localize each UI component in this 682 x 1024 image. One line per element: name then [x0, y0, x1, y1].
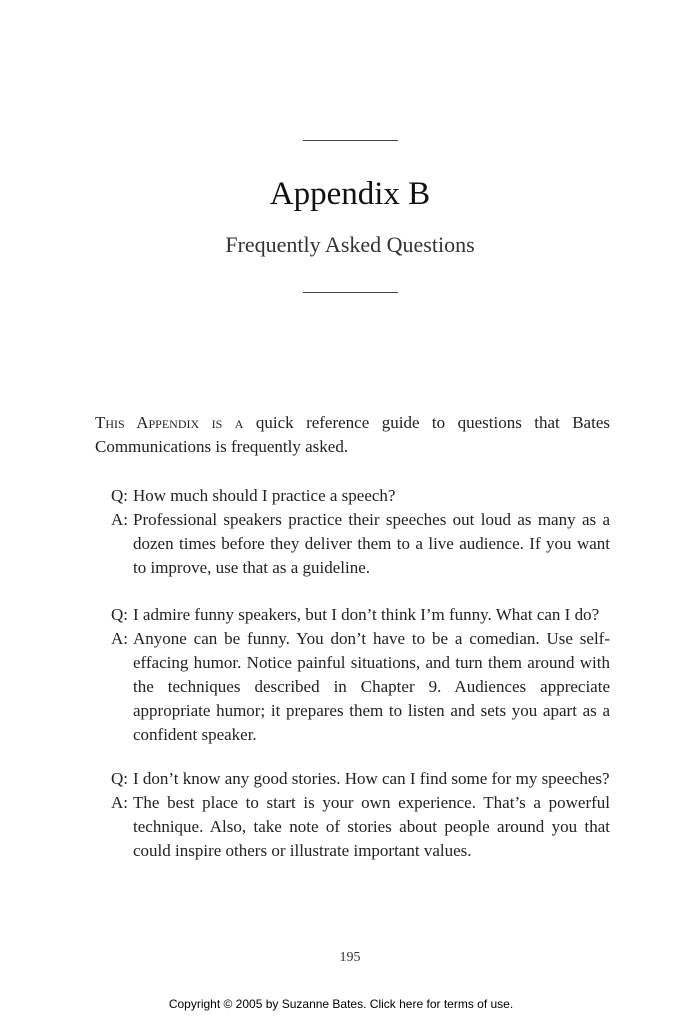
faq-question-row — [95, 484, 610, 508]
appendix-title: Appendix B — [269, 176, 431, 212]
answer-label: A: — [111, 629, 128, 648]
copyright-footer — [0, 996, 682, 1012]
page-number: 195 — [339, 950, 361, 965]
intro-paragraph — [95, 411, 610, 459]
faq-answer-row — [95, 508, 610, 580]
top-divider — [303, 140, 398, 141]
faq-answer-row — [95, 627, 610, 747]
faq-question: How much should I practice a speech? — [133, 486, 396, 505]
terms-of-use-link[interactable]: Click here for terms of use. — [369, 997, 514, 1011]
faq-item — [95, 484, 610, 580]
bottom-divider — [303, 292, 398, 293]
faq-answer: The best place to start is your own experience. That’s a powerful technique. Also, take note of stories about people around you that could inspire others or illustrate important values. — [133, 793, 610, 860]
intro-smallcaps-lead: This Appendix is a — [95, 413, 244, 432]
faq-question-row — [95, 603, 610, 627]
question-label: Q: — [111, 605, 128, 624]
question-label: Q: — [111, 486, 128, 505]
answer-label: A: — [111, 793, 128, 812]
answer-label: A: — [111, 510, 128, 529]
faq-answer: Anyone can be funny. You don’t have to be a comedian. Use self-effacing humor. Notice painful situations, and turn them around with the techniques described in Chapter 9. Audiences appreciate appropriate humor; it prepares them to listen and sets you apart as a confident speaker. — [133, 629, 610, 744]
faq-item — [95, 603, 610, 747]
faq-answer-row — [95, 791, 610, 863]
intro-text: quick reference guide to questions that Bates Communications is frequently asked. — [95, 413, 610, 456]
faq-item — [95, 767, 610, 863]
appendix-subtitle: Frequently Asked Questions — [225, 232, 475, 257]
copyright-text: Copyright © 2005 by Suzanne Bates. — [168, 997, 367, 1011]
faq-question: I admire funny speakers, but I don’t think I’m funny. What can I do? — [133, 605, 600, 624]
question-label: Q: — [111, 769, 128, 788]
faq-answer: Professional speakers practice their speeches out loud as many as a dozen times before they deliver them to a live audience. If you want to improve, use that as a guideline. — [133, 510, 610, 577]
faq-question-row — [95, 767, 610, 791]
faq-question: I don’t know any good stories. How can I find some for my speeches? — [133, 769, 610, 788]
